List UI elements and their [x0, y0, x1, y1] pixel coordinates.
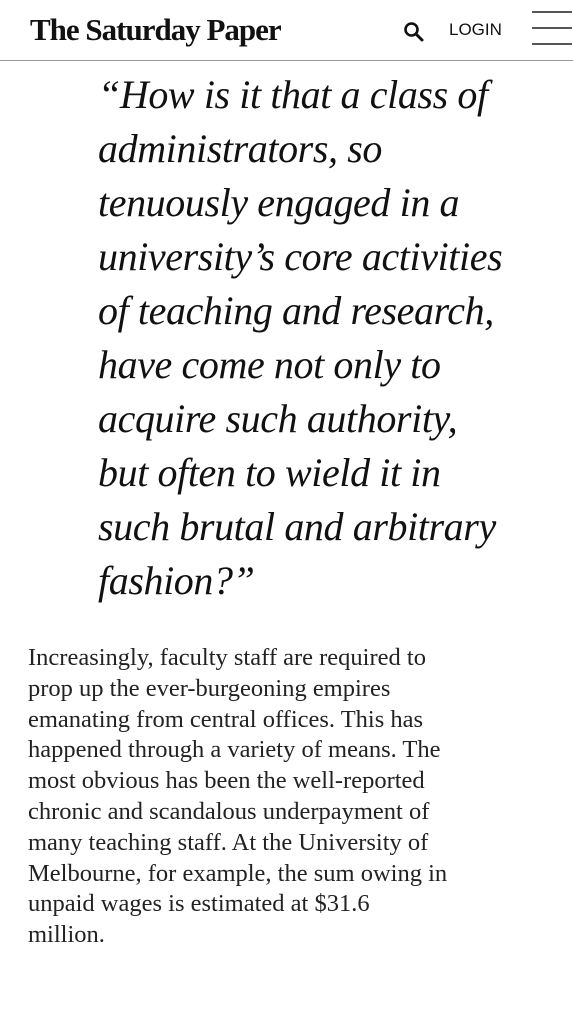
paragraph-line: prop up the ever-burgeoning empires [28, 674, 391, 702]
pull-quote-line: tenuously engaged in a [98, 180, 460, 225]
paragraph-line: happened through a variety of means. The [28, 736, 441, 764]
paragraph-line: unpaid wages is estimated at $31.6 [28, 890, 370, 918]
pull-quote-line: fashion?” [98, 558, 255, 603]
pull-quote [98, 68, 568, 608]
paragraph-line: emanating from central offices. This has [28, 705, 424, 733]
paragraph-line: million. [28, 921, 105, 949]
pull-quote-line: such brutal and arbitrary [98, 504, 496, 549]
pull-quote-line: university’s core activities [98, 234, 503, 279]
site-header [0, 0, 573, 61]
paragraph-line: Increasingly, faculty staff are required to [28, 644, 426, 671]
pull-quote-line: “How is it that a class of [98, 72, 488, 117]
login-button[interactable]: LOGIN [449, 20, 502, 39]
pull-quote-line: administrators, so [98, 126, 382, 171]
pull-quote-line: acquire such authority, [98, 396, 458, 441]
paragraph-line: Melbourne, for example, the sum owing in [28, 859, 448, 887]
pull-quote-line: of teaching and research, [98, 288, 494, 333]
paragraph-line: chronic and scandalous underpayment of [28, 797, 430, 825]
paragraph-line: most obvious has been the well-reported [28, 767, 425, 795]
search-button[interactable] [402, 20, 426, 44]
article-paragraph [28, 643, 563, 951]
pull-quote-line: have come not only to [98, 342, 441, 387]
pull-quote-line: but often to wield it in [98, 450, 441, 495]
menu-button[interactable] [532, 10, 572, 46]
search-icon [402, 20, 426, 44]
paragraph-line: many teaching staff. At the University of [28, 828, 429, 856]
site-logo[interactable]: The Saturday Paper [30, 12, 281, 47]
